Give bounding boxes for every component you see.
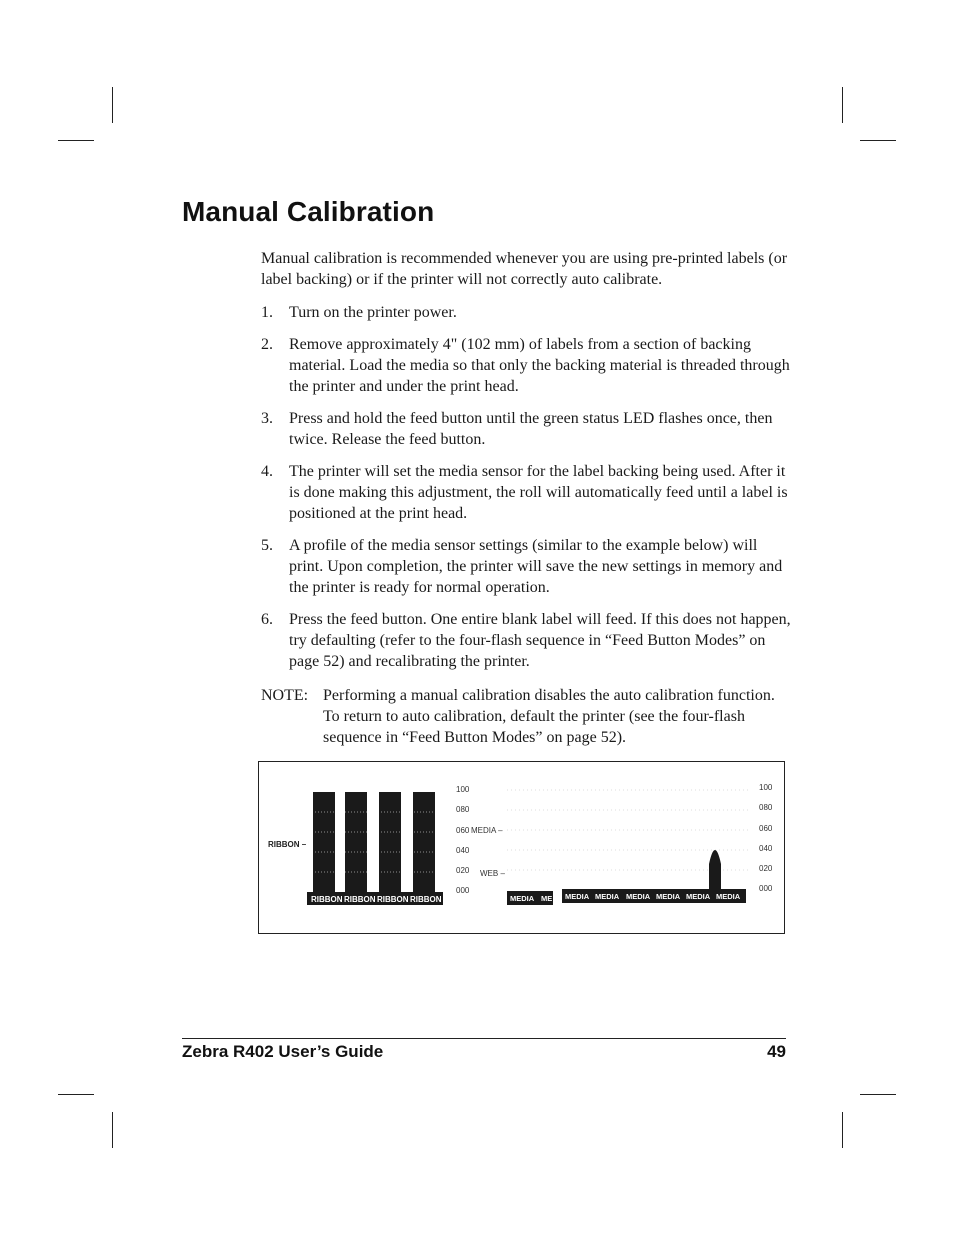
- scale-tick-label: 000: [456, 886, 470, 895]
- media-mark-label: ME: [541, 894, 553, 903]
- scale-tick-label: 040: [759, 844, 773, 853]
- ribbon-label: RIBBON –: [268, 840, 307, 849]
- footer-guide-title: Zebra R402 User’s Guide: [182, 1042, 384, 1061]
- ribbon-bar-label: RIBBON: [344, 895, 376, 904]
- scale-tick-label: 100: [456, 785, 470, 794]
- web-threshold-label: WEB –: [480, 869, 505, 878]
- media-mark-label: MEDIA: [626, 892, 651, 901]
- step-number: 2.: [261, 336, 273, 353]
- ribbon-bar: [313, 792, 335, 896]
- step-number: 3.: [261, 410, 273, 427]
- step-number: 1.: [261, 304, 273, 321]
- media-sensor-peak: [709, 850, 721, 892]
- step-text: Press the feed button. One entire blank label will feed. If this does not happen, try defaulting (refer to the four-flash sequence in “Feed Button Modes” on page 52) and recalibrating the printer.: [289, 611, 791, 670]
- footer-page-number: 49: [767, 1042, 786, 1061]
- crop-mark-bottom-right-vertical: [842, 1112, 843, 1148]
- scale-tick-label: 080: [759, 803, 773, 812]
- scale-tick-label: 060: [456, 826, 470, 835]
- media-mark-label: MEDIA: [656, 892, 681, 901]
- crop-mark-bottom-left-vertical: [112, 1112, 113, 1148]
- note-block: [261, 685, 791, 748]
- sensor-profile-printout: [259, 762, 784, 933]
- ribbon-bar: [379, 792, 401, 896]
- step-item: [261, 461, 791, 524]
- step-text: The printer will set the media sensor for the label backing being used. After it is done making this adjustment, the roll will automatically feed until a label is positioned at the print head.: [289, 463, 788, 522]
- scale-tick-label: 020: [456, 866, 470, 875]
- page-title: Manual Calibration: [182, 196, 435, 227]
- media-mark-label: MEDIA: [686, 892, 711, 901]
- note-text: Performing a manual calibration disables the auto calibration function. To return to auto calibration, default the printer (see the four-flash sequence in “Feed Button Modes” on page 52).: [323, 687, 775, 746]
- intro-paragraph: Manual calibration is recommended whenever you are using pre-printed labels (or label backing) or if the printer will not correctly auto calibrate.: [261, 250, 788, 288]
- media-threshold-label: MEDIA –: [471, 826, 503, 835]
- scale-tick-label: 020: [759, 864, 773, 873]
- crop-mark-top-left-horizontal: [58, 140, 94, 141]
- step-item: [261, 334, 791, 397]
- ribbon-bar: [413, 792, 435, 896]
- ribbon-bar-label: RIBBON: [311, 895, 343, 904]
- footer-rule: [182, 1038, 786, 1039]
- step-number: 5.: [261, 537, 273, 554]
- ribbon-bar: [345, 792, 367, 896]
- crop-mark-top-right-vertical: [842, 87, 843, 123]
- step-item: [261, 302, 791, 323]
- step-text: A profile of the media sensor settings (similar to the example below) will print. Upon completion, the printer will save the new settings in memory and the printer is ready for normal operation.: [289, 537, 783, 596]
- scale-tick-label: 060: [759, 824, 773, 833]
- media-mark-label: MEDIA: [716, 892, 741, 901]
- crop-mark-bottom-right-horizontal: [860, 1094, 896, 1095]
- scale-tick-label: 040: [456, 846, 470, 855]
- crop-mark-top-left-vertical: [112, 87, 113, 123]
- ribbon-bar-label: RIBBON: [377, 895, 409, 904]
- calibration-steps-list: [261, 302, 791, 683]
- step-item: [261, 609, 791, 672]
- media-mark-label: MEDIA: [595, 892, 620, 901]
- scale-tick-label: 000: [759, 884, 773, 893]
- step-text: Turn on the printer power.: [289, 304, 457, 321]
- step-item: [261, 408, 791, 450]
- ribbon-bar-label: RIBBON: [410, 895, 442, 904]
- scale-tick-label: 100: [759, 783, 773, 792]
- sensor-profile-figure: [258, 761, 785, 934]
- step-number: 6.: [261, 611, 273, 628]
- crop-mark-top-right-horizontal: [860, 140, 896, 141]
- scale-tick-label: 080: [456, 805, 470, 814]
- step-text: Remove approximately 4" (102 mm) of labels from a section of backing material. Load the media so that only the backing material is threaded through the printer and under the print head.: [289, 336, 790, 395]
- note-label: NOTE:: [261, 687, 309, 704]
- step-number: 4.: [261, 463, 273, 480]
- step-item: [261, 535, 791, 598]
- step-text: Press and hold the feed button until the green status LED flashes once, then twice. Release the feed button.: [289, 410, 773, 448]
- crop-mark-bottom-left-horizontal: [58, 1094, 94, 1095]
- media-mark-label: MEDIA: [510, 894, 535, 903]
- media-mark-label: MEDIA: [565, 892, 590, 901]
